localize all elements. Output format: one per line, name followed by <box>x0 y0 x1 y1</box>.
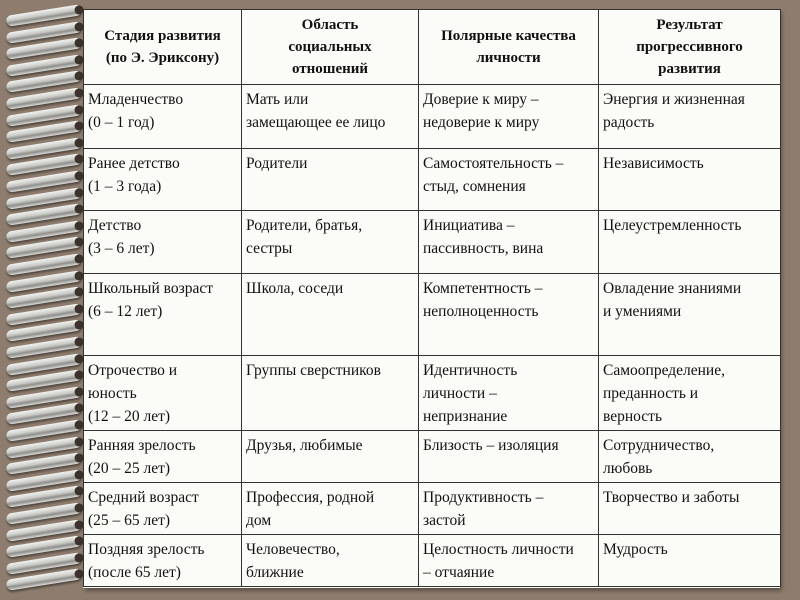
area-cell: Профессия, родной дом <box>242 483 419 535</box>
header-stage: Стадия развития (по Э. Эриксону) <box>84 10 242 85</box>
poles-cell: Идентичность личности – непризнание <box>419 356 599 431</box>
stage-cell: Средний возраст (25 – 65 лет) <box>84 483 242 535</box>
stage-cell: Отрочество и юность (12 – 20 лет) <box>84 356 242 431</box>
table-row <box>84 483 781 535</box>
stage-cell: Школьный возраст (6 – 12 лет) <box>84 274 242 356</box>
result-cell: Сотрудничество, любовь <box>599 431 781 483</box>
stage-cell: Поздняя зрелость (после 65 лет) <box>84 535 242 587</box>
result-cell: Энергия и жизненная радость <box>599 85 781 149</box>
erikson-stages-table <box>83 9 781 587</box>
area-cell: Школа, соседи <box>242 274 419 356</box>
result-cell: Самоопределение, преданность и верность <box>599 356 781 431</box>
header-social-area: Область социальных отношений <box>242 10 419 85</box>
spiral-binding <box>0 6 80 600</box>
area-cell: Мать или замещающее ее лицо <box>242 85 419 149</box>
header-row <box>84 10 781 85</box>
poles-cell: Близость – изоляция <box>419 431 599 483</box>
stage-cell: Ранняя зрелость (20 – 25 лет) <box>84 431 242 483</box>
stage-cell: Младенчество (0 – 1 год) <box>84 85 242 149</box>
poles-cell: Инициатива – пассивность, вина <box>419 211 599 274</box>
poles-cell: Доверие к миру – недоверие к миру <box>419 85 599 149</box>
table-row <box>84 356 781 431</box>
notebook-sheet <box>83 9 780 588</box>
area-cell: Друзья, любимые <box>242 431 419 483</box>
poles-cell: Целостность личности – отчаяние <box>419 535 599 587</box>
header-polar-qualities: Полярные качества личности <box>419 10 599 85</box>
table-row <box>84 149 781 211</box>
area-cell: Родители, братья, сестры <box>242 211 419 274</box>
area-cell: Человечество, ближние <box>242 535 419 587</box>
stage-cell: Детство (3 – 6 лет) <box>84 211 242 274</box>
area-cell: Родители <box>242 149 419 211</box>
result-cell: Независимость <box>599 149 781 211</box>
table-row <box>84 85 781 149</box>
result-cell: Мудрость <box>599 535 781 587</box>
poles-cell: Продуктивность – застой <box>419 483 599 535</box>
poles-cell: Компетентность – неполноценность <box>419 274 599 356</box>
result-cell: Целеустремленность <box>599 211 781 274</box>
result-cell: Творчество и заботы <box>599 483 781 535</box>
area-cell: Группы сверстников <box>242 356 419 431</box>
stage-cell: Ранее детство (1 – 3 года) <box>84 149 242 211</box>
table-row <box>84 431 781 483</box>
table-row <box>84 211 781 274</box>
table-row <box>84 274 781 356</box>
poles-cell: Самостоятельность – стыд, сомнения <box>419 149 599 211</box>
table-row <box>84 535 781 587</box>
header-result: Результат прогрессивного развития <box>599 10 781 85</box>
result-cell: Овладение знаниями и умениями <box>599 274 781 356</box>
